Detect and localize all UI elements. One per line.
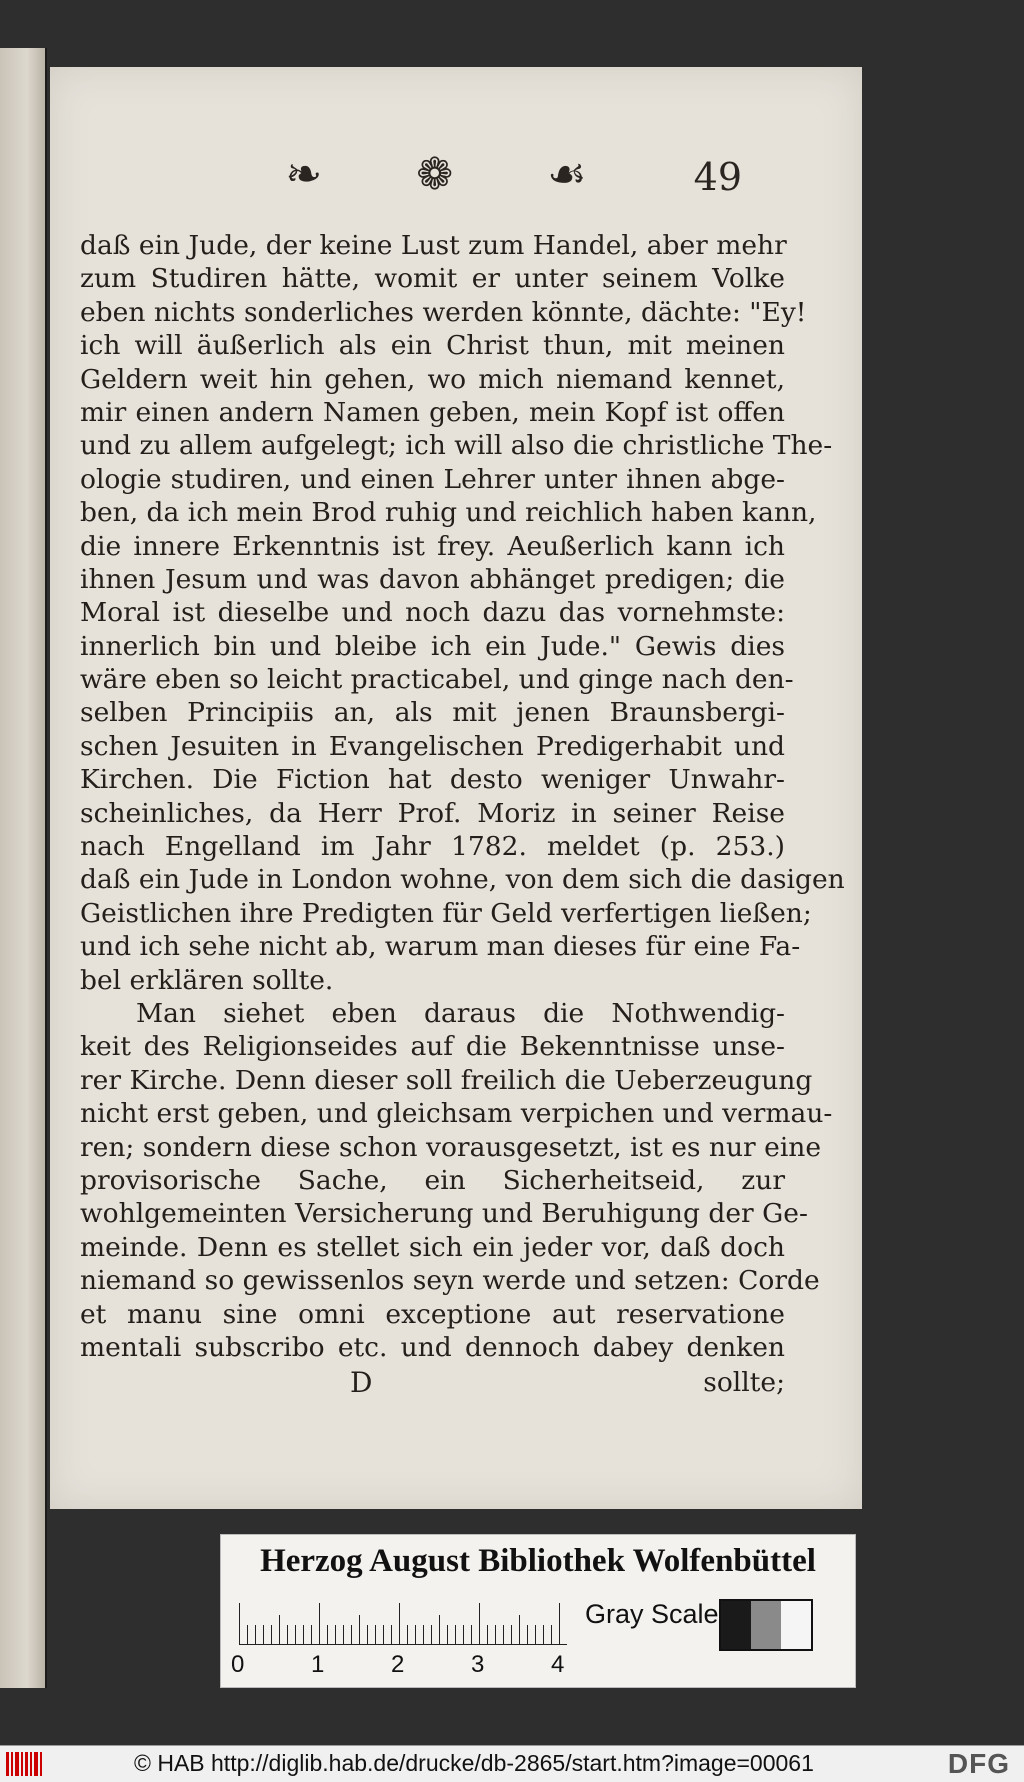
ruler-tick — [311, 1625, 312, 1645]
text-line: keit des Religionseides auf die Bekenntnisse unse- — [80, 1031, 785, 1063]
ruler-tick — [559, 1603, 560, 1645]
ruler-tick — [391, 1625, 392, 1645]
book-page — [50, 67, 862, 1509]
text-line: mentali subscribo etc. und dennoch dabey denken — [80, 1331, 785, 1363]
gray-swatch — [751, 1601, 781, 1649]
ruler-tick — [551, 1625, 552, 1645]
text-line: meinde. Denn es stellet sich ein jeder vor, daß doch — [80, 1231, 785, 1263]
ruler-tick — [375, 1625, 376, 1645]
ruler-labels — [231, 1651, 571, 1681]
ruler-tick — [439, 1615, 440, 1645]
ruler-tick — [367, 1625, 368, 1645]
text-line: ren; sondern diese schon vorausgesetzt, ist es nur eine — [80, 1131, 822, 1163]
ruler-tick — [415, 1625, 416, 1645]
text-line: daß ein Jude, der keine Lust zum Handel, aber mehr — [80, 230, 787, 261]
text-line: wäre eben so leicht practicabel, und ginge nach den- — [80, 664, 794, 696]
ruler-tick — [287, 1625, 288, 1645]
color-target — [220, 1534, 856, 1688]
text-line: die innere Erkenntnis ist frey. Aeußerlich kann ich — [80, 530, 785, 562]
ruler-tick — [503, 1625, 504, 1645]
ruler-tick — [255, 1625, 256, 1645]
ruler-label: 1 — [311, 1651, 325, 1678]
text-line: Man siehet eben daraus die Nothwendig- — [136, 997, 785, 1029]
ruler-label: 3 — [471, 1651, 485, 1678]
ruler-tick — [303, 1625, 304, 1645]
ruler-tick — [351, 1625, 352, 1645]
text-line: niemand so gewissenlos seyn werde und setzen: Corde — [80, 1265, 820, 1297]
ruler-label: 4 — [551, 1651, 565, 1678]
text-line: Geistlichen ihre Predigten für Geld verfertigen ließen; — [80, 897, 812, 929]
ruler-tick — [407, 1625, 408, 1645]
ornament-header: ❧ ❁ ☙ — [285, 149, 627, 200]
page-text — [80, 229, 845, 1400]
ruler-tick — [423, 1625, 424, 1645]
text-line: ich will äußerlich als ein Christ thun, mit meinen — [80, 330, 785, 362]
ruler-label: 2 — [391, 1651, 405, 1678]
barcode-icon — [6, 1752, 46, 1776]
text-line: selben Principiis an, als mit jenen Braunsbergi- — [80, 697, 785, 729]
facing-page-edge — [0, 48, 47, 1688]
text-line: scheinliches, da Herr Prof. Moriz in seiner Reise — [80, 797, 785, 829]
text-line: ologie studiren, und einen Lehrer unter ihnen abge- — [80, 463, 785, 495]
text-line: nach Engelland im Jahr 1782. meldet (p. 253.) — [80, 831, 785, 863]
gray-swatch — [781, 1601, 811, 1649]
text-line: daß ein Jude in London wohne, von dem sich die dasigen — [80, 864, 845, 896]
text-line: mir einen andern Namen geben, mein Kopf ist offen — [80, 396, 785, 428]
ruler-tick — [431, 1625, 432, 1645]
text-line: et manu sine omni exceptione aut reservatione — [80, 1298, 785, 1330]
text-line: Geldern weit hin gehen, wo mich niemand kennet, — [80, 363, 785, 395]
ruler-tick — [239, 1603, 240, 1645]
ruler-tick — [319, 1603, 320, 1645]
ruler-tick — [263, 1625, 264, 1645]
gray-scale-swatches — [719, 1599, 813, 1651]
text-line: eben nichts sonderliches werden könnte, dächte: "Ey! — [80, 296, 807, 328]
text-line: und ich sehe nicht ab, warum man dieses für eine Fa- — [80, 931, 801, 963]
text-line: provisorische Sache, ein Sicherheitseid, zur — [80, 1164, 785, 1196]
ruler-tick — [511, 1625, 512, 1645]
page-number: 49 — [693, 155, 742, 199]
ruler-tick — [527, 1625, 528, 1645]
ruler-tick — [335, 1625, 336, 1645]
ruler-tick — [471, 1625, 472, 1645]
text-line: Kirchen. Die Fiction hat desto weniger Unwahr- — [80, 764, 785, 796]
text-line: ben, da ich mein Brod ruhig und reichlich haben kann, — [80, 497, 817, 529]
ruler-tick — [479, 1603, 480, 1645]
text-line: schen Jesuiten in Evangelischen Predigerhabit und — [80, 730, 785, 762]
text-line: innerlich bin und bleibe ich ein Jude." Gewis dies — [80, 630, 785, 662]
catchword: sollte; — [703, 1367, 785, 1399]
gray-scale-label: Gray Scale — [585, 1599, 719, 1629]
ruler-tick — [383, 1625, 384, 1645]
ruler-tick — [359, 1615, 360, 1645]
text-line: ihnen Jesum und was davon abhänget predigen; die — [80, 563, 785, 595]
text-line: bel erklären sollte. — [80, 964, 334, 996]
copyright-link[interactable]: © HAB http://diglib.hab.de/drucke/db-2865/start.htm?image=00061 — [134, 1750, 814, 1776]
target-title: Herzog August Bibliothek Wolfenbüttel — [260, 1543, 816, 1579]
catchword-row — [80, 1366, 785, 1400]
ruler-tick — [399, 1603, 400, 1645]
ruler-tick — [247, 1625, 248, 1645]
text-line: wohlgemeinten Versicherung und Beruhigung der Ge- — [80, 1198, 808, 1230]
text-line: nicht erst geben, und gleichsam verpichen und vermau- — [80, 1098, 833, 1130]
dfg-logo: DFG — [947, 1748, 1010, 1779]
measurement-ruler — [239, 1599, 567, 1645]
signature-mark: D — [350, 1366, 373, 1400]
ruler-tick — [543, 1625, 544, 1645]
text-line: zum Studiren hätte, womit er unter seinem Volke — [80, 263, 785, 295]
ruler-tick — [519, 1615, 520, 1645]
ruler-tick — [447, 1625, 448, 1645]
ruler-tick — [463, 1625, 464, 1645]
ruler-tick — [295, 1625, 296, 1645]
ruler-tick — [495, 1625, 496, 1645]
text-line: und zu allem aufgelegt; ich will also die christliche The- — [80, 430, 833, 462]
ruler-tick — [535, 1625, 536, 1645]
gray-swatch — [721, 1601, 751, 1649]
text-line: Moral ist dieselbe und noch dazu das vornehmste: — [80, 597, 785, 629]
ruler-label: 0 — [231, 1651, 245, 1678]
ruler-baseline — [239, 1644, 567, 1645]
ruler-tick — [343, 1625, 344, 1645]
ruler-tick — [487, 1625, 488, 1645]
ruler-tick — [271, 1625, 272, 1645]
ruler-tick — [279, 1615, 280, 1645]
footer-bar — [0, 1745, 1024, 1782]
ruler-tick — [327, 1625, 328, 1645]
ruler-tick — [455, 1625, 456, 1645]
text-line: rer Kirche. Denn dieser soll freilich die Ueberzeugung — [80, 1064, 813, 1096]
